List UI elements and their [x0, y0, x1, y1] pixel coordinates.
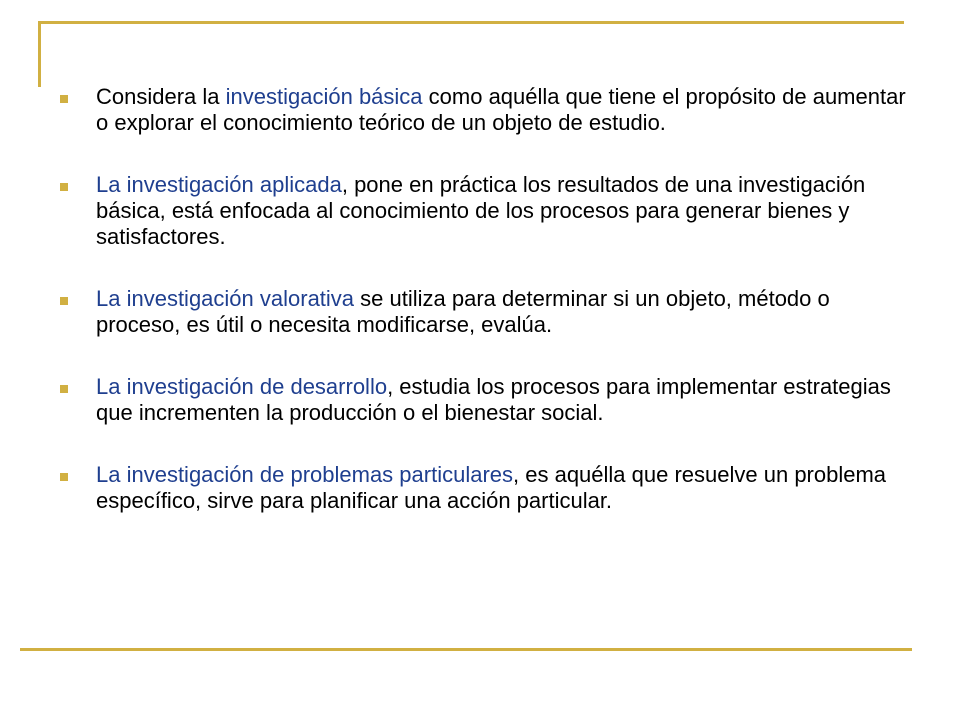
square-bullet-icon: [60, 385, 68, 393]
term-investigacion-desarrollo: La investigación de desarrollo: [96, 374, 388, 399]
term-investigacion-basica: investigación básica: [225, 84, 423, 109]
bullet-list: [60, 84, 920, 514]
bullet-text-after: como aquélla que tiene el propósito de aumentar o explorar el conocimiento teórico de un objeto de estudio.: [96, 84, 906, 135]
term-investigacion-valorativa: La investigación valorativa: [96, 286, 355, 311]
square-bullet-icon: [60, 95, 68, 103]
bullet-text-after: , es aquélla que resuelve un problema específico, sirve para planificar una acción particular.: [96, 462, 887, 513]
square-bullet-icon: [60, 297, 68, 305]
frame-top-line: [38, 21, 904, 24]
term-investigacion-aplicada: La investigación aplicada: [96, 172, 342, 197]
bullet-text-after: se utiliza para determinar si un objeto, método o proceso, es útil o necesita modificarse, evalúa.: [96, 286, 830, 337]
square-bullet-icon: [60, 473, 68, 481]
frame-bottom-line: [20, 648, 912, 651]
frame-left-line: [38, 21, 41, 87]
bullet-text-after: , pone en práctica los resultados de una investigación básica, está enfocada al conocimiento de los procesos para generar bienes y satisfactores.: [96, 172, 866, 249]
bullet-item-basica: [60, 84, 920, 136]
bullet-item-aplicada: [60, 172, 920, 250]
square-bullet-icon: [60, 183, 68, 191]
bullet-item-problemas-particulares: [60, 462, 920, 514]
term-investigacion-problemas-particulares: La investigación de problemas particulares: [96, 462, 514, 487]
bullet-item-valorativa: [60, 286, 920, 338]
bullet-text-before: Considera la: [96, 84, 226, 109]
bullet-item-desarrollo: [60, 374, 920, 426]
bullet-text-after: , estudia los procesos para implementar estrategias que incrementen la producción o el bienestar social.: [96, 374, 891, 425]
